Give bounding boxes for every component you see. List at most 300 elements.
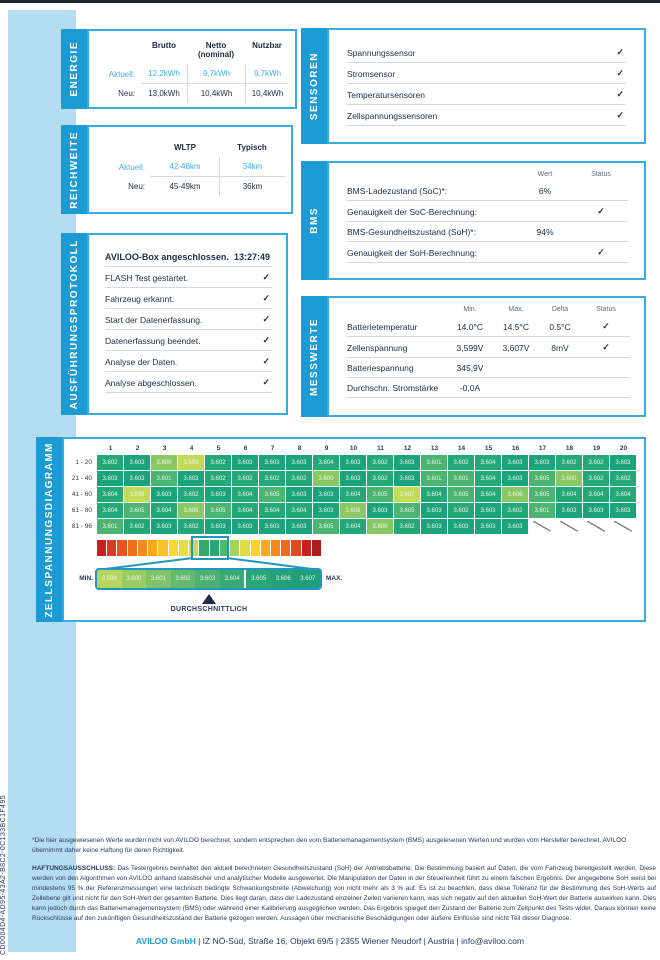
list-item-value: 13:27:49 (233, 252, 270, 262)
footer-brand: AVILOO GmbH (135, 936, 196, 946)
min-label: MIN. (79, 575, 93, 582)
cell-voltage: 3.605 (367, 487, 393, 502)
cell-voltage: 3.607 (394, 487, 420, 502)
strip-voltage: 3.601 (146, 570, 171, 588)
cell-voltage: 3.603 (97, 471, 123, 486)
cell-voltage: 3.603 (502, 519, 528, 534)
cell-voltage: 3.603 (259, 455, 285, 470)
cell-voltage: 3.601 (151, 471, 177, 486)
list-item (105, 247, 272, 267)
column-header: WLTP (173, 143, 197, 152)
messwerte-row-label: Batterietemperatur (347, 321, 418, 332)
list-item (347, 84, 626, 105)
scale-segment (179, 540, 188, 556)
bms-header-row (347, 169, 628, 181)
cell-voltage: 3.604 (97, 503, 123, 518)
value-cell: 10,4kWh (187, 84, 245, 103)
messwerte-column-header: Max. (508, 306, 524, 313)
sensoren-tab (301, 28, 327, 144)
cell-voltage: 3.604 (556, 487, 582, 502)
cell-voltage: 3.600 (367, 519, 393, 534)
cell-voltage: 3.603 (286, 487, 312, 502)
list-item (105, 309, 272, 330)
cell-voltage: 3.602 (583, 471, 609, 486)
scale-segment (158, 540, 167, 556)
scale-segment (302, 540, 311, 556)
list-item-label: Temperatursensoren (347, 89, 425, 100)
scale-segment (148, 540, 157, 556)
section-bms (301, 161, 646, 280)
strip-voltage: 3.603 (195, 570, 220, 588)
cell-voltage: 3.603 (556, 503, 582, 518)
messwerte-min: 345,9V (456, 363, 484, 373)
scale-segment (240, 540, 249, 556)
messwerte-row-label: Batteriespannung (347, 363, 414, 373)
cell-voltage: 3.603 (610, 455, 636, 470)
cell-voltage: 3.602 (448, 455, 474, 470)
cell-voltage: 3.601 (97, 519, 123, 534)
column-header: Brutto (152, 41, 176, 50)
reichweite-tab (61, 125, 87, 214)
bms-row (347, 181, 628, 201)
list-item-label: Zellspannungssensoren (347, 110, 438, 121)
check-icon: ✓ (616, 68, 624, 78)
cell-voltage: 3.603 (313, 487, 339, 502)
cell-voltage: 3.603 (178, 471, 204, 486)
cell-voltage: 3.603 (232, 519, 258, 534)
messwerte-min: -0,0A (459, 383, 481, 393)
cell-voltage: 3.605 (448, 487, 474, 502)
heatmap-row-label: 41 - 60 (71, 491, 92, 498)
value-cell: 34km (219, 157, 285, 177)
cell-voltage: 3.603 (232, 455, 258, 470)
messwerte-tab-label: MESSWERTE (308, 317, 320, 396)
value-cell: 13,0kWh (148, 89, 180, 98)
cell-voltage: 3.603 (475, 503, 501, 518)
heatmap-col-number: 2 (135, 445, 140, 452)
footer-line (0, 936, 660, 946)
bms-footnote: *Die hier ausgewiesenen Werte wurden nicht von AVILOO berechnet, sondern entsprechen den vom Batteriemanagementsystem (BMS) ausgelesenen Werten und wurden vom Hersteller berechnet. AVILOO übernimmt daher keine Haftung für deren Richtigkeit. (32, 837, 627, 855)
protokoll-tab (61, 233, 87, 415)
cell-voltage: 3.604 (232, 487, 258, 502)
heatmap-col-number: 7 (270, 445, 275, 452)
check-icon: ✓ (597, 206, 605, 216)
bms-row-label: Genauigkeit der SoC-Berechnung: (347, 206, 477, 217)
strip-voltage: 3.607 (296, 570, 321, 588)
scale-segment (312, 540, 321, 556)
bms-row (347, 222, 628, 242)
scale-segment (230, 540, 239, 556)
heatmap-col-number: 9 (324, 445, 329, 452)
cell-voltage: 3.603 (151, 519, 177, 534)
footer-address: | IZ NÖ-Süd, Straße 16, Objekt 69/5 | 2355 Wiener Neudorf | Austria | info@aviloo.com (195, 936, 525, 946)
heatmap-col-number: 1 (108, 445, 113, 452)
heatmap-col-number: 6 (243, 445, 248, 452)
sensoren-tab-label: SENSOREN (308, 51, 320, 121)
section-energie (61, 29, 288, 109)
column-header: Netto (nominal) (198, 41, 234, 59)
cell-voltage: 3.600 (313, 471, 339, 486)
messwerte-min: 14.0°C (456, 321, 484, 332)
scale-segment (281, 540, 290, 556)
column-header: Nutzbar (252, 41, 282, 50)
list-item-label: Start der Datenerfassung. (105, 314, 203, 325)
heatmap-row (68, 455, 640, 470)
heatmap-row-label: 21 - 40 (71, 475, 92, 482)
heatmap-col-number: 8 (297, 445, 302, 452)
heatmap-row-label: 1 - 20 (75, 459, 92, 466)
strip-voltage: 3.606 (271, 570, 296, 588)
strip-voltage: 3.602 (171, 570, 196, 588)
scale-highlight-box (191, 536, 229, 560)
cell-voltage: 3.604 (421, 487, 447, 502)
cell-voltage: 3.604 (259, 503, 285, 518)
bms-column-header: Status (591, 171, 611, 178)
value-cell: 36km (219, 177, 285, 196)
list-item-label: AVILOO-Box angeschlossen. (105, 252, 229, 262)
strip-voltage: 3.599 (97, 570, 122, 588)
messwerte-column-header: Status (596, 306, 616, 313)
heatmap-row-label: 61 - 80 (71, 507, 92, 514)
messwerte-delta: 0.5°C (549, 321, 571, 332)
bms-wert: 94% (536, 227, 554, 237)
value-cell: 42-46km (151, 157, 219, 177)
messwerte-column-header: Delta (551, 306, 569, 313)
bms-row-label: BMS-Gesundheitszustand (SoH)*: (347, 227, 476, 237)
messwerte-row (347, 358, 630, 378)
scale-segment (291, 540, 300, 556)
cell-voltage: 3.603 (502, 455, 528, 470)
average-marker-triangle (202, 594, 216, 604)
reichweite-card (87, 125, 293, 214)
heatmap-col-number: 15 (484, 445, 493, 452)
messwerte-table (347, 304, 630, 398)
cell-voltage: 3.602 (205, 471, 231, 486)
cell-voltage: 3.602 (124, 519, 150, 534)
cell-voltage: 3.604 (97, 487, 123, 502)
cell-voltage: 3.603 (313, 503, 339, 518)
cell-voltage: 3.603 (421, 503, 447, 518)
check-icon: ✓ (262, 356, 270, 366)
energie-tab (61, 29, 87, 109)
report-id: CD0004D4-AD95-43A2-B8C2-0C133BC1F495 (0, 795, 7, 955)
cell-voltage: 3.602 (178, 487, 204, 502)
list-item (105, 330, 272, 351)
check-icon: ✓ (616, 110, 624, 120)
cell-voltage: 3.603 (151, 487, 177, 502)
cell-voltage: 3.603 (610, 503, 636, 518)
messwerte-row (347, 316, 630, 337)
scale-segment (97, 540, 106, 556)
section-sensoren (301, 28, 646, 144)
cell-voltage: 3.606 (178, 503, 204, 518)
row-label: Neu: (128, 182, 145, 191)
spacer (347, 306, 446, 313)
heatmap-column-headers (68, 445, 640, 452)
value-cell: 45-49km (169, 182, 201, 191)
list-item (105, 372, 272, 393)
check-icon: ✓ (602, 342, 610, 352)
scale-segment (271, 540, 280, 556)
min-max-voltage-strip (95, 568, 322, 590)
list-item (105, 351, 272, 372)
cell-voltage: 3.603 (502, 471, 528, 486)
average-label: DURCHSCHNITTLICH (170, 606, 248, 613)
disclaimer-body: Das Testergebnis beinhaltet den aktuell berechneten Gesundheitszustand (SoH) der Antriebsbatterie. Die Bestimmung basiert auf Daten, die vom Fahrzeug bereitgestellt werden. Diese werden von den Algorithmen von AVILOO anhand statistischer und analytischer Modelle ausgewertet. Die Manipulation der Daten in der Steuereinheit führt zu einem falschen Ergebnis. Der angegebene SoH weist bei mindestens 95 % der Referenzmessungen eine technisch bedingte Schwankungsbreite (Abweichung) von nicht mehr als 3 % auf. Es ist zu beachten, dass diese Toleranz für die Bestimmung des SoH-Werts auf Zellebene gilt und nicht für den SoH-Wert der gesamten Batterie. Dies liegt daran, dass der Ladezustand einzelner Zellen variieren kann, was sich negativ auf den aktuellen SoH-Wert der Batterie auswirken kann. Dies kann jedoch durch das Batteriemanagementsystem (BMS) oder während einer Kalibrierung ausgeglichen werden. Das Ergebnis spiegelt den Zustand der Batterie zum Zeitpunkt des Tests wider. Daraus können keine Rückschlüsse auf den zukünftigen Gesundheitszustand der Batterie gezogen werden. Aussagen über mechanische Beschädigungen oder äußere Einflüsse sind nicht Teil dieser Diagnose. (32, 865, 656, 923)
cell-voltage: 3.606 (502, 487, 528, 502)
cell-voltage: 3.599 (178, 455, 204, 470)
zellen-tab (36, 437, 62, 622)
cell-voltage: 3.603 (259, 519, 285, 534)
cell-voltage: 3.602 (205, 455, 231, 470)
check-icon: ✓ (262, 335, 270, 345)
cell-voltage: 3.604 (475, 455, 501, 470)
disclaimer (32, 864, 656, 924)
row-label: Aktuell: (118, 162, 145, 172)
zellen-card (62, 437, 646, 622)
heatmap-col-number: 16 (511, 445, 520, 452)
cell-voltage: 3.604 (610, 487, 636, 502)
spacer (347, 171, 516, 178)
cell-voltage: 3.600 (151, 455, 177, 470)
messwerte-row-label: Durchschn. Stromstärke (347, 383, 439, 393)
messwerte-card (327, 296, 646, 417)
check-icon: ✓ (262, 272, 270, 282)
cell-voltage: 3.601 (421, 455, 447, 470)
cell-voltage: 3.602 (367, 455, 393, 470)
list-item-label: Fahrzeug erkannt. (105, 293, 174, 304)
cell-voltage: 3.604 (475, 471, 501, 486)
section-reichweite (61, 125, 288, 214)
cell-voltage: 3.604 (475, 487, 501, 502)
strip-voltage: 3.605 (244, 570, 271, 588)
cell-voltage: 3.601 (448, 471, 474, 486)
table-corner (99, 143, 151, 157)
page-top-border (0, 0, 660, 3)
messwerte-tab (301, 296, 327, 417)
cell-voltage: 3.602 (556, 455, 582, 470)
cell-voltage: 3.602 (259, 471, 285, 486)
cell-voltage: 3.603 (421, 519, 447, 534)
cell-voltage: 3.602 (502, 503, 528, 518)
cell-voltage: 3.603 (340, 471, 366, 486)
scale-segment (128, 540, 137, 556)
cell-voltage: 3.603 (124, 455, 150, 470)
cell-voltage: 3.603 (394, 471, 420, 486)
bms-tab-label: BMS (308, 207, 320, 234)
cell-voltage: 3.603 (475, 519, 501, 534)
cell-voltage: 3.605 (313, 519, 339, 534)
cell-voltage: 3.603 (340, 455, 366, 470)
heatmap-col-number: 3 (162, 445, 167, 452)
messwerte-max: 14.5°C (502, 321, 530, 332)
cell-voltage: 3.602 (367, 471, 393, 486)
protokoll-card (87, 233, 288, 415)
section-protokoll (61, 233, 288, 415)
list-item-label: Datenerfassung beendet. (105, 335, 201, 346)
cell-voltage: 3.603 (124, 471, 150, 486)
scale-segment (261, 540, 270, 556)
cell-voltage: 3.605 (205, 503, 231, 518)
heatmap-col-number: 17 (538, 445, 547, 452)
heatmap-col-number: 10 (349, 445, 358, 452)
cell-voltage: 3.603 (286, 455, 312, 470)
scale-segment (117, 540, 126, 556)
cell-voltage: 3.604 (286, 503, 312, 518)
list-item-label: Spannungssensor (347, 47, 416, 58)
row-label: Neu: (118, 89, 135, 98)
list-item-label: Analyse abgeschlossen. (105, 377, 197, 388)
list-item (347, 42, 626, 63)
cell-voltage: 3.602 (610, 471, 636, 486)
scale-segment (138, 540, 147, 556)
empty-cell-slash (583, 519, 609, 534)
cell-voltage: 3.601 (529, 503, 555, 518)
column-header: Typisch (237, 143, 267, 152)
messwerte-max: 3,607V (502, 342, 530, 353)
cell-voltage: 3.602 (394, 519, 420, 534)
cell-voltage: 3.602 (286, 471, 312, 486)
messwerte-delta: 8mV (551, 342, 569, 353)
value-cell: 10,4kWh (245, 84, 289, 103)
cell-voltage: 3.601 (421, 471, 447, 486)
heatmap-col-number: 19 (592, 445, 601, 452)
reichweite-tab-label: REICHWEITE (68, 130, 80, 209)
zellen-tab-label: ZELLSPANNUNGSDIAGRAMM (43, 441, 55, 618)
disclaimer-title: HAFTUNGSAUSSCHLUSS: (32, 865, 116, 872)
heatmap-col-number: 5 (216, 445, 221, 452)
heatmap-col-number: 18 (565, 445, 574, 452)
max-label: MAX. (326, 575, 343, 582)
cell-voltage: 3.605 (124, 503, 150, 518)
list-item-label: Stromsensor (347, 68, 396, 79)
check-icon: ✓ (262, 314, 270, 324)
bms-row-label: Genauigkeit der SoH-Berechnung: (347, 247, 477, 258)
cell-voltage: 3.602 (232, 471, 258, 486)
cell-voltage: 3.604 (313, 455, 339, 470)
check-icon: ✓ (597, 247, 605, 257)
energie-card (87, 29, 297, 109)
section-messwerte (301, 296, 646, 417)
check-icon: ✓ (262, 293, 270, 303)
bms-row (347, 201, 628, 222)
strip-voltage: 3.600 (122, 570, 147, 588)
heatmap-row (68, 519, 640, 534)
heatmap-rows (68, 455, 640, 534)
heatmap-col-number: 20 (619, 445, 628, 452)
cell-voltage: 3.602 (97, 455, 123, 470)
list-item (105, 267, 272, 288)
cell-voltage: 3.603 (367, 503, 393, 518)
scale-segment (107, 540, 116, 556)
cell-voltage: 3.604 (340, 487, 366, 502)
heatmap-col-number: 4 (189, 445, 194, 452)
cell-voltage: 3.605 (529, 471, 555, 486)
sensoren-card (327, 28, 646, 144)
section-zellspannungsdiagramm (36, 437, 646, 622)
sensoren-list (347, 42, 626, 126)
cell-voltage: 3.603 (583, 503, 609, 518)
messwerte-row (347, 337, 630, 358)
energie-table (99, 41, 289, 103)
cell-voltage: 3.604 (340, 519, 366, 534)
scale-segment (251, 540, 260, 556)
bms-column-header: Wert (537, 171, 553, 178)
list-item (105, 288, 272, 309)
list-item (347, 63, 626, 84)
heatmap-col-number: 11 (377, 445, 384, 452)
empty-cell-slash (610, 519, 636, 534)
protokoll-list (105, 247, 272, 393)
value-cell: 12,2kWh (141, 64, 187, 84)
messwerte-header-row (347, 304, 630, 316)
cell-voltage: 3.603 (205, 487, 231, 502)
cell-voltage: 3.603 (529, 455, 555, 470)
table-corner (99, 41, 141, 64)
value-cell: 9,7kWh (245, 64, 289, 84)
cell-voltage: 3.604 (232, 503, 258, 518)
cell-voltage: 3.605 (394, 503, 420, 518)
heatmap-col-number: 13 (430, 445, 439, 452)
check-icon: ✓ (262, 377, 270, 387)
bms-card (327, 161, 646, 280)
messwerte-row (347, 378, 630, 398)
value-cell: 9,7kWh (187, 64, 245, 84)
cell-voltage: 3.603 (394, 455, 420, 470)
cell-voltage: 3.604 (583, 487, 609, 502)
heatmap-row (68, 503, 640, 518)
cell-voltage: 3.602 (178, 519, 204, 534)
cell-voltage-heatmap (68, 445, 640, 535)
cell-voltage: 3.605 (529, 487, 555, 502)
strip-voltage: 3.604 (220, 570, 245, 588)
cell-voltage: 3.600 (556, 471, 582, 486)
energie-tab-label: ENERGIE (68, 41, 80, 97)
heatmap-row (68, 471, 640, 486)
messwerte-row-label: Zellenspannung (347, 342, 408, 353)
empty-cell-slash (529, 519, 555, 534)
reichweite-table (99, 143, 285, 196)
cell-voltage: 3.602 (583, 455, 609, 470)
check-icon: ✓ (616, 89, 624, 99)
scale-segment (169, 540, 178, 556)
check-icon: ✓ (616, 47, 624, 57)
cell-voltage: 3.605 (259, 487, 285, 502)
messwerte-column-header: Min. (463, 306, 477, 313)
messwerte-min: 3,599V (456, 342, 484, 353)
cell-voltage: 3.603 (205, 519, 231, 534)
row-label: Aktuell: (108, 69, 135, 79)
cell-voltage: 3.606 (340, 503, 366, 518)
bms-row (347, 242, 628, 263)
list-item (347, 105, 626, 126)
cell-voltage: 3.602 (448, 503, 474, 518)
heatmap-col-number: 14 (457, 445, 466, 452)
bms-tab (301, 161, 327, 280)
check-icon: ✓ (602, 321, 610, 331)
heatmap-col-number: 12 (403, 445, 412, 452)
cell-voltage: 3.603 (448, 519, 474, 534)
heatmap-row (68, 487, 640, 502)
bms-table (347, 169, 628, 263)
empty-cell-slash (556, 519, 582, 534)
cell-voltage: 3.604 (151, 503, 177, 518)
heatmap-row-label: 81 - 96 (71, 523, 92, 530)
list-item-label: FLASH Test gestartet. (105, 272, 188, 283)
bms-wert: 6% (538, 186, 552, 196)
protokoll-tab-label: AUSFÜHRUNGSPROTOKOLL (68, 238, 80, 410)
cell-voltage: 3.599 (124, 487, 150, 502)
